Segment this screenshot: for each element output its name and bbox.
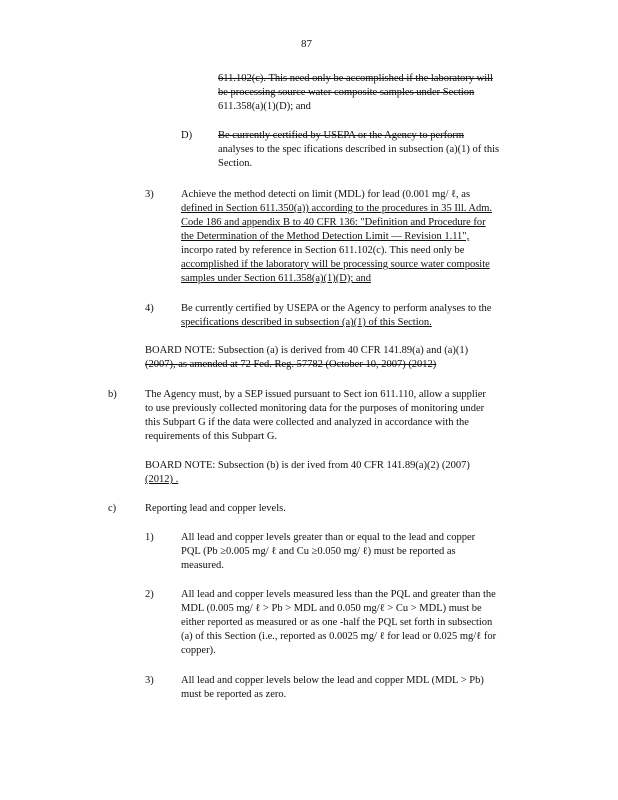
item-a-1-d-text bbox=[218, 129, 499, 171]
text-line: All lead and copper levels below the lead and copper MDL (MDL > Pb) bbox=[181, 675, 484, 686]
item-c-heading: Reporting lead and copper levels. bbox=[145, 503, 286, 514]
item-a-4-label: 4) bbox=[145, 303, 154, 314]
text-line: All lead and copper levels measured less than the PQL and greater than the bbox=[181, 589, 496, 600]
item-a-3-label: 3) bbox=[145, 189, 154, 200]
text-line: this Subpart G if the data were collected and analyzed in accordance with the bbox=[145, 417, 469, 428]
text-line: The Agency must, by a SEP issued pursuant to Sect ion 611.110, allow a supplier bbox=[145, 389, 486, 400]
board-note-b bbox=[145, 459, 470, 487]
item-c-1-text bbox=[181, 531, 475, 573]
page-number: 87 bbox=[301, 38, 312, 50]
text-line: be processing source water composite samples under Section bbox=[218, 87, 475, 98]
item-c-3-label: 3) bbox=[145, 675, 154, 686]
text-line: incorpo rated by reference in Section 611.102(c). This need only be bbox=[181, 245, 465, 256]
text-line: to use previously collected monitoring data for the purposes of monitoring under bbox=[145, 403, 485, 414]
item-c-1-label: 1) bbox=[145, 532, 154, 543]
text-line: Section. bbox=[218, 158, 253, 169]
text-line: Be currently certified by USEPA or the Agency to perform bbox=[218, 130, 465, 141]
text-line: PQL (Pb ≥0.005 mg/ ℓ and Cu ≥0.050 mg/ ℓ) must be reported as bbox=[181, 546, 456, 557]
item-b-label: b) bbox=[108, 389, 117, 400]
text-line: measured. bbox=[181, 560, 224, 571]
text-line: specifications described in subsection (a)(1) of this Section. bbox=[181, 317, 432, 328]
text-line: samples under Section 611.358(a)(1)(D); and bbox=[181, 273, 372, 284]
item-c-3-text bbox=[181, 674, 484, 702]
board-note-a bbox=[145, 344, 468, 372]
text-line: (2007), as amended at 72 Fed. Reg. 57782 (October 10, 2007) (2012) bbox=[145, 359, 437, 370]
text-line: BOARD NOTE: Subsection (b) is der ived from 40 CFR 141.89(a)(2) (2007) bbox=[145, 460, 470, 471]
item-a-3-text bbox=[181, 188, 492, 286]
text-line: 611.358(a)(1)(D); and bbox=[218, 101, 311, 112]
text-line: BOARD NOTE: Subsection (a) is derived from 40 CFR 141.89(a) and (a)(1) bbox=[145, 345, 469, 356]
text-line: Code 186 and appendix B to 40 CFR 136: "Definition and Procedure for bbox=[181, 217, 486, 228]
text-line: (2012) . bbox=[145, 474, 179, 485]
item-c-2-label: 2) bbox=[145, 589, 154, 600]
text-line: All lead and copper levels greater than or equal to the lead and copper bbox=[181, 532, 476, 543]
text-line: copper). bbox=[181, 645, 216, 656]
item-a-4-text bbox=[181, 302, 491, 330]
text-line: must be reported as zero. bbox=[181, 689, 287, 700]
text-line: MDL (0.005 mg/ ℓ > Pb > MDL and 0.050 mg/ℓ > Cu > MDL) must be bbox=[181, 603, 482, 614]
text-line: analyses to the spec ifications described in subsection (a)(1) of this bbox=[218, 144, 500, 155]
item-c-label: c) bbox=[108, 503, 117, 514]
text-line: accomplished if the laboratory will be processing source water composite bbox=[181, 259, 490, 270]
text-line: requirements of this Subpart G. bbox=[145, 431, 278, 442]
text-line: defined in Section 611.350(a)) according to the procedures in 35 Ill. Adm. bbox=[181, 203, 493, 214]
text-line: Achieve the method detecti on limit (MDL) for lead (0.001 mg/ ℓ, as bbox=[181, 189, 471, 200]
text-line: 611.102(c). This need only be accomplished if the laboratory will bbox=[218, 73, 493, 84]
item-b-text bbox=[145, 388, 486, 444]
text-line: (a) of this Section (i.e., reported as 0.0025 mg/ ℓ for lead or 0.025 mg/ℓ for bbox=[181, 631, 497, 642]
item-a-1-d-label: D) bbox=[181, 130, 193, 141]
text-line: the Determination of the Method Detection Limit — Revision 1.11", bbox=[181, 231, 470, 242]
item-c-2-text bbox=[181, 588, 496, 658]
text-line: Be currently certified by USEPA or the Agency to perform analyses to the bbox=[181, 303, 492, 314]
text-line: either reported as measured or as one -half the PQL set forth in subsection bbox=[181, 617, 493, 628]
item-a-1-c-continuation bbox=[218, 72, 493, 114]
